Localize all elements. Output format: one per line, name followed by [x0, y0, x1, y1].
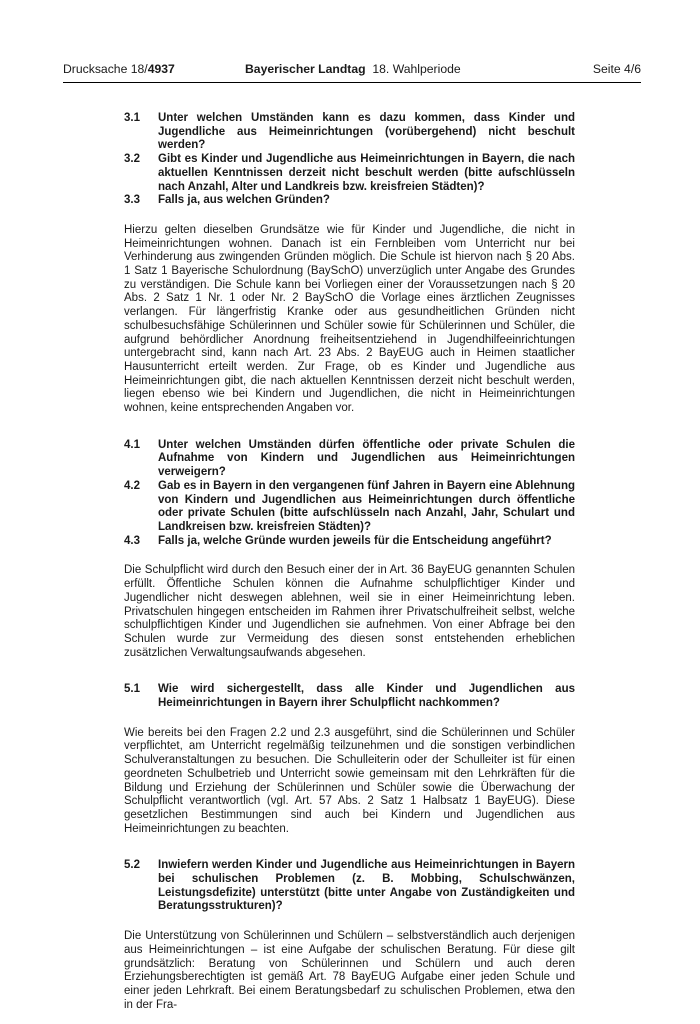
question-4-3	[124, 535, 575, 549]
question-text: Falls ja, aus welchen Gründen?	[158, 194, 330, 207]
question-number: 5.1	[124, 683, 140, 696]
answer-3: Hierzu gelten dieselben Grundsätze wie für Kinder und Jugendliche, die nicht in Heimeinrichtungen wohnen. Danach ist ein Fernbleiben vom Unterricht nur bei Verhinderung aus zwingenden Gründen möglich. Die Schule ist hiervon nach § 20 Abs. 1 Satz 1 Bayerische Schulordnung (BaySchO) unverzüglich unter Angabe des Grundes zu verständigen. Die Schule kann bei Vorliegen einer der Voraussetzungen nach § 20 Abs. 2 Satz 1 Nr. 1 oder Nr. 2 BaySchO die Vorlage eines ärztlichen Zeugnisses verlangen. Für längerfristig Kranke oder aus gesundheitlichen Gründen nicht schulbesuchsfähige Schülerinnen und Schüler sowie für Schülerinnen und Schüler, die aufgrund behördlicher Anordnung freiheitsentziehend in Jugendhilfeeinrichtungen untergebracht sind, kann nach Art. 23 Abs. 2 BayEUG auch in Heimen staatlicher Hausunterricht erteilt werden. Zur Frage, ob es Kinder und Jugendliche aus Heimeinrichtungen gibt, die nach aktuellen Kenntnissen derzeit nicht beschult werden, liegen ebenso wie bei Kindern und Jugendlichen, die nicht in Heimeinrichtungen wohnen, keine entsprechenden Angaben vor.	[124, 223, 575, 415]
question-4-2	[124, 480, 575, 535]
question-text: Inwiefern werden Kinder und Jugendliche aus Heimeinrichtungen in Bayern bei schulischen Problemen (z. B. Mobbing, Schulschwänzen, Leistungsdefizite) unterstützt (bitte unter Angabe von Zuständigkeiten und Beratungsstrukturen)?	[158, 859, 575, 913]
document-number: 4937	[147, 62, 175, 76]
question-3-1	[124, 112, 575, 153]
question-number: 3.3	[124, 194, 140, 207]
answer-5-1: Wie bereits bei den Fragen 2.2 und 2.3 ausgeführt, sind die Schülerinnen und Schüler verpflichtet, am Unterricht regelmäßig teilzunehmen und die sonstigen verbindlichen Schulveranstaltungen zu besuchen. Die Schulleiterin oder der Schulleiter ist für einen geordneten Schulbetrieb und Unterricht sowie gemeinsam mit den Lehrkräften für die Bildung und Erziehung der Schülerinnen und Schüler sowie die Überwachung der Schulpflicht verantwortlich (vgl. Art. 57 Abs. 2 Satz 1 Halbsatz 1 BayEUG). Diese gesetzlichen Bestimmungen sind auch bei Kindern und Jugendlichen aus Heimeinrichtungen zu beachten.	[124, 726, 575, 835]
question-text: Unter welchen Umständen kann es dazu kommen, dass Kinder und Jugendliche aus Heimeinrichtungen (vorübergehend) nicht beschult werden?	[158, 112, 575, 152]
page-number: Seite 4/6	[592, 62, 641, 76]
question-5-2	[124, 859, 575, 914]
question-4-1	[124, 439, 575, 480]
question-3-2	[124, 153, 575, 194]
question-5-1	[124, 683, 575, 710]
header-divider	[63, 82, 641, 83]
question-3-3	[124, 194, 575, 208]
header-center	[245, 62, 461, 76]
question-number: 5.2	[124, 859, 140, 872]
question-number: 4.1	[124, 438, 140, 451]
question-number: 3.2	[124, 153, 140, 166]
question-number: 3.1	[124, 112, 140, 124]
question-number: 4.2	[124, 479, 140, 492]
document-reference: Drucksache 18/4937	[63, 62, 175, 76]
answer-4: Die Schulpflicht wird durch den Besuch einer der in Art. 36 BayEUG genannten Schulen erfüllt. Öffentliche Schulen können die Aufnahme schulpflichtiger Kinder und Jugendlicher nicht deswegen ablehnen, weil sie in einer Heimeinrichtung leben. Privatschulen hingegen entscheiden im Rahmen ihrer Privatschulfreiheit selbst, welche schulpflichtigen Kinder und Jugendlichen sie aufnehmen. Von einer Abfrage bei den Schulen wurde zur Vermeidung des diesen sonst entstehenden erheblichen zusätzlichen Verwaltungsaufwands abgesehen.	[124, 564, 575, 659]
document-body	[124, 112, 575, 1024]
question-number: 4.3	[124, 534, 140, 547]
question-text: Unter welchen Umständen dürfen öffentliche oder private Schulen die Aufnahme von Kindern und Jugendlichen aus Heimeinrichtungen verweigern?	[158, 438, 575, 479]
answer-5-2: Die Unterstützung von Schülerinnen und Schülern – selbstverständlich auch derjenigen aus Heimeinrichtungen – ist eine Aufgabe der schulischen Beratung. Für diese gilt grundsätzlich: Beratung von Schülerinnen und Schülern und auch deren Erziehungsberechtigten ist gemäß Art. 78 BayEUG Aufgabe einer jeden Schule und einer jeden Lehrkraft. Bei einem Beratungsbedarf zu schulischen Problemen, etwa den in der Fra-	[124, 930, 575, 1011]
question-text: Falls ja, welche Gründe wurden jeweils für die Entscheidung angeführt?	[158, 534, 552, 547]
question-text: Gab es in Bayern in den vergangenen fünf Jahren in Bayern eine Ablehnung von Kindern und Jugendlichen aus Heimeinrichtungen durch öffentliche oder private Schulen (bitte aufschlüsseln nach Anzahl, Jahr, Schulart und Landkreisen bzw. kreisfreien Städten)?	[158, 479, 575, 533]
institution-name: Bayerischer Landtag	[245, 62, 366, 76]
legislative-period: 18. Wahlperiode	[372, 62, 461, 76]
question-text: Gibt es Kinder und Jugendliche aus Heimeinrichtungen in Bayern, die nach aktuellen Kenntnissen derzeit nicht beschult werden (bitte aufschlüsseln nach Anzahl, Alter und Landkreis bzw. kreisfreien Städten)?	[158, 153, 575, 193]
question-text: Wie wird sichergestellt, dass alle Kinder und Jugendlichen aus Heimeinrichtungen in Bayern ihrer Schulpflicht nachkommen?	[158, 683, 575, 710]
page-header	[63, 62, 641, 80]
